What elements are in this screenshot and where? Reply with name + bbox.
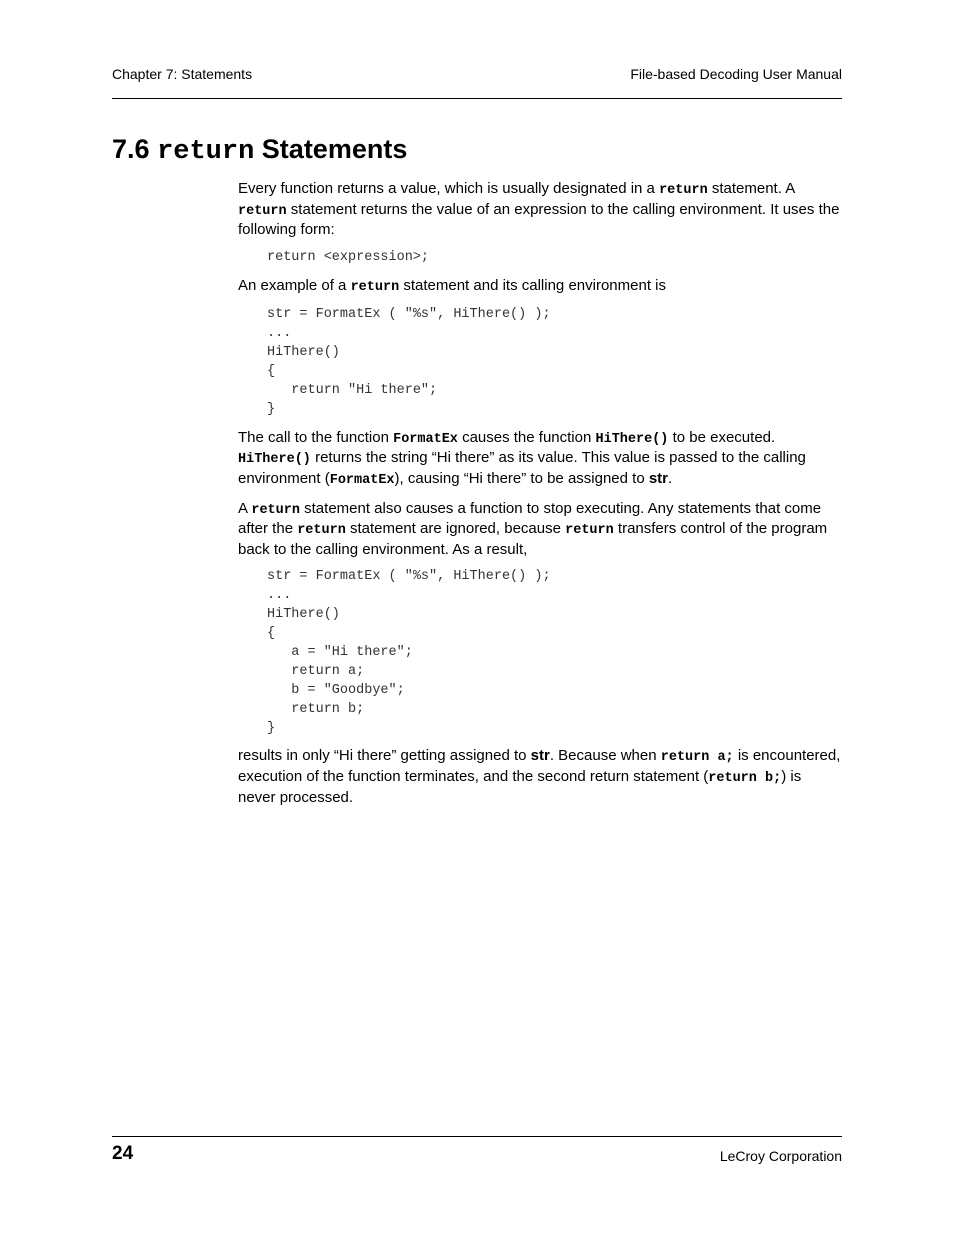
inline-code: return b; bbox=[708, 771, 782, 787]
section-title bbox=[112, 131, 407, 170]
text-run: ), causing “Hi there” to be assigned to bbox=[394, 469, 649, 487]
section-number: 7.6 bbox=[112, 134, 150, 164]
text-run: statement and its calling environment is bbox=[399, 276, 666, 294]
text-run: statement also causes a function to stop executing. Any statements that come after the bbox=[238, 499, 822, 538]
page-header bbox=[112, 65, 842, 99]
text-run: statement. A bbox=[707, 180, 795, 197]
text-run: Every function returns a value, which is usually designated in a bbox=[238, 180, 660, 197]
inline-code: FormatEx bbox=[329, 472, 395, 488]
page-footer bbox=[112, 1136, 842, 1164]
paragraph-explanation bbox=[238, 429, 842, 491]
code-block-form: return <expression>; bbox=[267, 249, 430, 265]
paragraph-stop-executing bbox=[238, 500, 842, 560]
text-run: The call to the function bbox=[238, 428, 394, 446]
inline-code: FormatEx bbox=[393, 431, 458, 447]
inline-code: return bbox=[350, 279, 400, 295]
text-run: is encountered, execution of the function terminates, and the second return statement ( bbox=[238, 747, 841, 786]
paragraph-result bbox=[238, 747, 842, 807]
text-run: causes the function bbox=[457, 428, 596, 446]
inline-code: return bbox=[659, 183, 708, 198]
inline-code: return bbox=[251, 502, 300, 518]
section-keyword: return bbox=[157, 137, 255, 167]
text-run: An example of a bbox=[238, 276, 351, 294]
inline-code: return bbox=[238, 203, 287, 219]
main-content bbox=[238, 180, 842, 816]
inline-code: return bbox=[565, 523, 614, 539]
inline-code: HiThere() bbox=[595, 431, 669, 447]
page-number: 24 bbox=[112, 1143, 134, 1164]
inline-code: return bbox=[297, 523, 346, 539]
text-run: statement are ignored, because bbox=[345, 520, 566, 538]
inline-code: return a; bbox=[660, 750, 734, 766]
paragraph-intro bbox=[238, 180, 842, 240]
text-run: to be executed. bbox=[668, 428, 776, 446]
chapter-label: Chapter 7: Statements bbox=[112, 66, 253, 82]
bold-term: str bbox=[648, 469, 669, 487]
code-block-multiple-returns: str = FormatEx ( "%s", HiThere() ); ... HiThere() { a = "Hi there"; return a; b = "Goodbye"; return b; } bbox=[267, 569, 551, 736]
text-run: ) is never processed. bbox=[238, 768, 802, 806]
company-name: LeCroy Corporation bbox=[719, 1148, 842, 1164]
text-run: . Because when bbox=[549, 747, 661, 765]
manual-title: File-based Decoding User Manual bbox=[630, 66, 842, 82]
text-run: statement returns the value of an expression to the calling environment. It uses the following form: bbox=[238, 200, 840, 239]
bold-term: str bbox=[530, 747, 550, 765]
text-run: returns the string “Hi there” as its value. This value is passed to the calling environment ( bbox=[238, 449, 806, 487]
text-run: results in only “Hi there” getting assigned to bbox=[238, 747, 531, 765]
code-block-example: str = FormatEx ( "%s", HiThere() ); ... HiThere() { return "Hi there"; } bbox=[267, 307, 551, 417]
text-run: transfers control of the program back to the calling environment. As a result, bbox=[238, 520, 828, 558]
text-run: A bbox=[238, 499, 252, 517]
section-title-text: Statements bbox=[261, 134, 408, 164]
inline-code: HiThere() bbox=[238, 452, 311, 468]
text-run: . bbox=[668, 469, 673, 487]
paragraph-example bbox=[238, 277, 842, 298]
